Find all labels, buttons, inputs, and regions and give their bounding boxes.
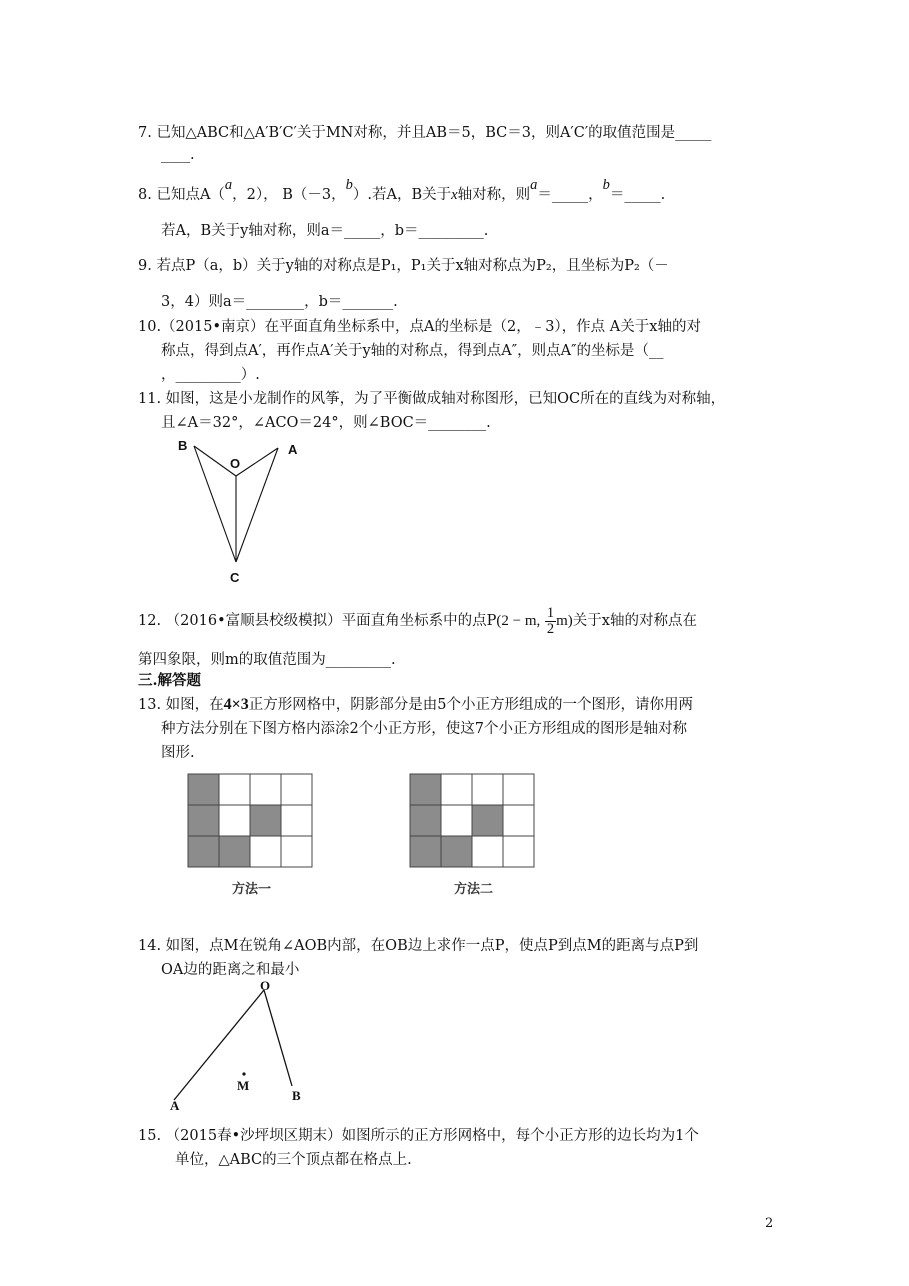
q11-line2: 且∠A＝32°，∠ACO＝24°，则∠BOC＝________. [161, 415, 491, 431]
q13-text-a: 13. 如图，在 [138, 697, 224, 713]
grid-method1 [180, 770, 320, 900]
q11-line1: 11. 如图，这是小龙制作的风筝，为了平衡做成轴对称图形，已知OC所在的直线为对称轴， [138, 391, 726, 407]
q8-text-c: ）.若A，B关于 [352, 187, 452, 203]
grid-method2-label: 方法二 [454, 882, 494, 897]
q13-line2: 种方法分别在下图方格内添涂2个小正方形，使这7个小正方形组成的图形是轴对称 [161, 721, 687, 737]
q9-line2: 3，4）则a＝________，b＝_______. [161, 294, 398, 310]
angle-label-b: B [292, 1088, 301, 1103]
q8-var-b: b [345, 177, 353, 193]
q12-frac-num: 1 [546, 605, 555, 621]
q10-line3: ，_________）. [161, 367, 260, 383]
angle-label-o: O [260, 978, 271, 993]
kite-edge-ac [236, 448, 278, 562]
q8-line2: 若A，B关于y轴对称，则a＝_____，b＝_________. [161, 223, 489, 239]
kite-label-b: B [178, 438, 188, 453]
q13-line3: 图形. [161, 745, 195, 761]
q14-line2: OA边的距离之和最小 [161, 962, 300, 978]
angle-label-m: M [237, 1078, 250, 1093]
q15-line1: 15. （2015春•沙坪坝区期末）如图所示的正方形网格中，每个小正方形的边长均为1个 [138, 1128, 699, 1144]
grid-method1-shaded [188, 774, 281, 867]
q8-text-e: ＝_____， [537, 187, 603, 203]
q8-var-a2: a [530, 177, 538, 193]
kite-edge-oa [236, 448, 278, 476]
point-m [242, 1072, 245, 1075]
q8-text-d: 轴对称，则 [457, 187, 531, 203]
q14-line1: 14. 如图，点M在锐角∠AOB内部，在OB边上求作一点P，使点P到点M的距离与点P到 [138, 938, 699, 954]
grid-method1-label: 方法一 [232, 882, 272, 897]
q10-line1: 10.（2015•南京）在平面直角坐标系中，点A的坐标是（2，﹣3），作点 A关于x轴的对 [138, 319, 701, 335]
ray-ob [264, 990, 292, 1086]
q8-line1 [138, 177, 666, 204]
q12-fraction [545, 606, 556, 636]
q7-line2: ____. [161, 147, 195, 163]
q10-line2: 称点，得到点A′，再作点A′关于y轴的对称点，得到点A″，则点A″的坐标是（__ [161, 343, 664, 359]
q12-text-b: 关于x轴的对称点在 [572, 613, 697, 629]
q9-line1: 9. 若点P（a，b）关于y轴的对称点是P₁，P₁关于x轴对称点为P₂，且坐标为P₂（－ [138, 258, 669, 274]
q8-var-a: a [224, 177, 233, 193]
q12-expr-open: (2 − m, [496, 613, 541, 629]
q8-text-b: ，2）， B（－3， [232, 187, 346, 203]
ray-oa [174, 990, 264, 1100]
angle-label-a: A [170, 1098, 180, 1113]
q8-var-b2: b [602, 177, 610, 193]
q12-expr-close: m) [556, 613, 573, 629]
kite-label-o: O [230, 456, 241, 471]
q13-line1 [138, 693, 693, 714]
angle-aob-figure [166, 976, 316, 1116]
q8-text-f: ＝_____. [609, 187, 666, 203]
kite-figure [170, 432, 310, 587]
grid-method2-shaded [410, 774, 503, 867]
kite-label-c: C [230, 570, 240, 585]
q12-frac-den: 2 [546, 620, 555, 637]
q7-line1: 7. 已知△ABC和△A′B′C′关于MN对称，并且AB＝5，BC＝3，则A′C′的取值范围是_____ [138, 125, 712, 141]
q8-text-a: 8. 已知点A（ [138, 187, 225, 203]
q12-line1 [138, 602, 697, 640]
q12-line2: 第四象限，则m的取值范围为_________. [138, 652, 396, 668]
section-heading: 三.解答题 [138, 672, 202, 689]
kite-label-a: A [288, 442, 298, 457]
q13-grid-size: 4×3 [223, 696, 249, 713]
grid-method2 [402, 770, 542, 900]
page-number: 2 [765, 1216, 774, 1231]
q15-line2: 单位，△ABC的三个顶点都在格点上. [175, 1152, 412, 1168]
q12-text-a: 12. （2016•富顺县校级模拟）平面直角坐标系中的点P [138, 613, 497, 629]
q13-text-b: 正方形网格中，阴影部分是由5个小正方形组成的一个图形，请你用两 [248, 697, 694, 713]
q8-var-x: x [451, 187, 458, 203]
